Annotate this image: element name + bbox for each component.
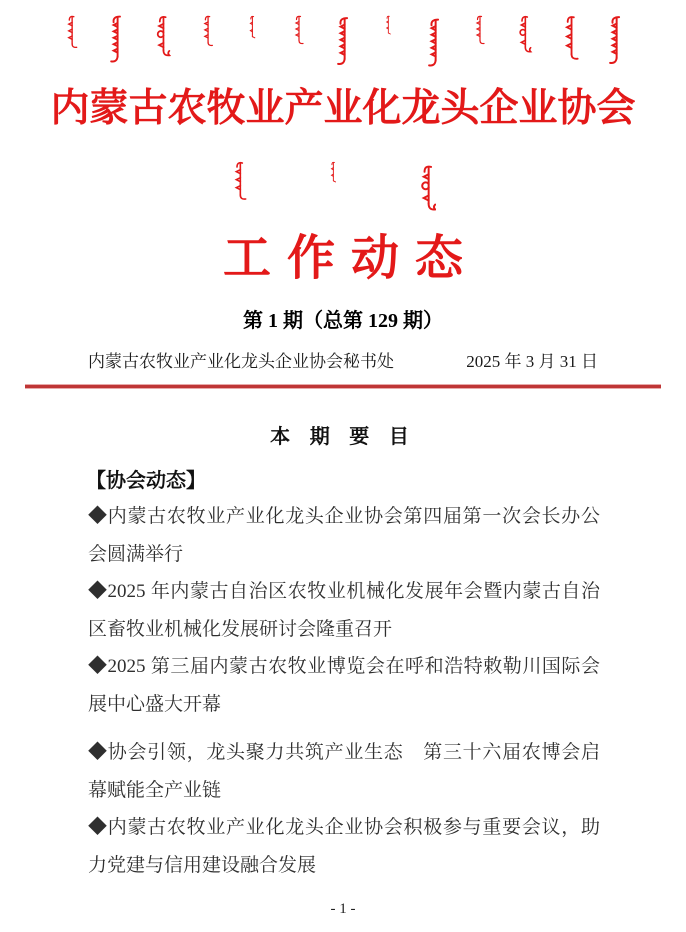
toc-item: ◆2025 年内蒙古自治区农牧业机械化发展年会暨内蒙古自治区畜牧业机械化发展研讨会隆重召开 — [88, 581, 600, 640]
masthead-divider-rule — [25, 385, 661, 388]
toc-item: ◆内蒙古农牧业产业化龙头企业协会积极参与重要会议，助力党建与信用建设融合发展 — [88, 817, 600, 876]
mongolian-word-icon — [153, 15, 171, 59]
mongolian-word-icon — [62, 15, 80, 49]
mongolian-word-icon — [289, 15, 307, 45]
mongolian-script-row-subtitle — [0, 161, 676, 219]
bulletin-title: 工作动态 — [222, 232, 479, 285]
mongolian-word-icon — [324, 161, 342, 183]
mongolian-word-icon — [243, 15, 261, 39]
toc-item: ◆内蒙古农牧业产业化龙头企业协会第四届第一次会长办公会圆满举行 — [88, 506, 600, 565]
mongolian-word-icon — [418, 161, 436, 217]
toc-list — [88, 498, 600, 884]
mongolian-word-icon — [334, 15, 352, 67]
mongolian-word-icon — [107, 15, 125, 63]
page-number: - 1 - — [330, 901, 356, 917]
issue-number-line: 第 1 期（总第 129 期） — [243, 310, 443, 332]
mongolian-word-icon — [561, 15, 579, 61]
toc-section-label: 【协会动态】 — [86, 470, 206, 492]
association-name-title: 内蒙古农牧业产业化龙头企业协会 — [50, 87, 636, 130]
mongolian-word-icon — [379, 15, 397, 35]
publisher-name: 内蒙古农牧业产业化龙头企业协会秘书处 — [88, 352, 394, 371]
mongolian-word-icon — [470, 15, 488, 45]
toc-heading: 本 期 要 目 — [270, 426, 416, 448]
mongolian-word-icon — [230, 161, 248, 201]
mongolian-script-row-top — [62, 15, 624, 73]
publish-date: 2025 年 3 月 31 日 — [466, 352, 598, 371]
mongolian-word-icon — [198, 15, 216, 47]
mongolian-word-icon — [425, 15, 443, 70]
toc-item: ◆2025 第三届内蒙古农牧业博览会在呼和浩特敕勒川国际会展中心盛大开幕 — [88, 656, 600, 715]
mongolian-word-icon — [515, 15, 533, 55]
toc-item: ◆协会引领，龙头聚力共筑产业生态 第三十六届农博会启幕赋能全产业链 — [88, 742, 600, 801]
publisher-line — [88, 347, 598, 372]
mongolian-word-icon — [606, 15, 624, 65]
